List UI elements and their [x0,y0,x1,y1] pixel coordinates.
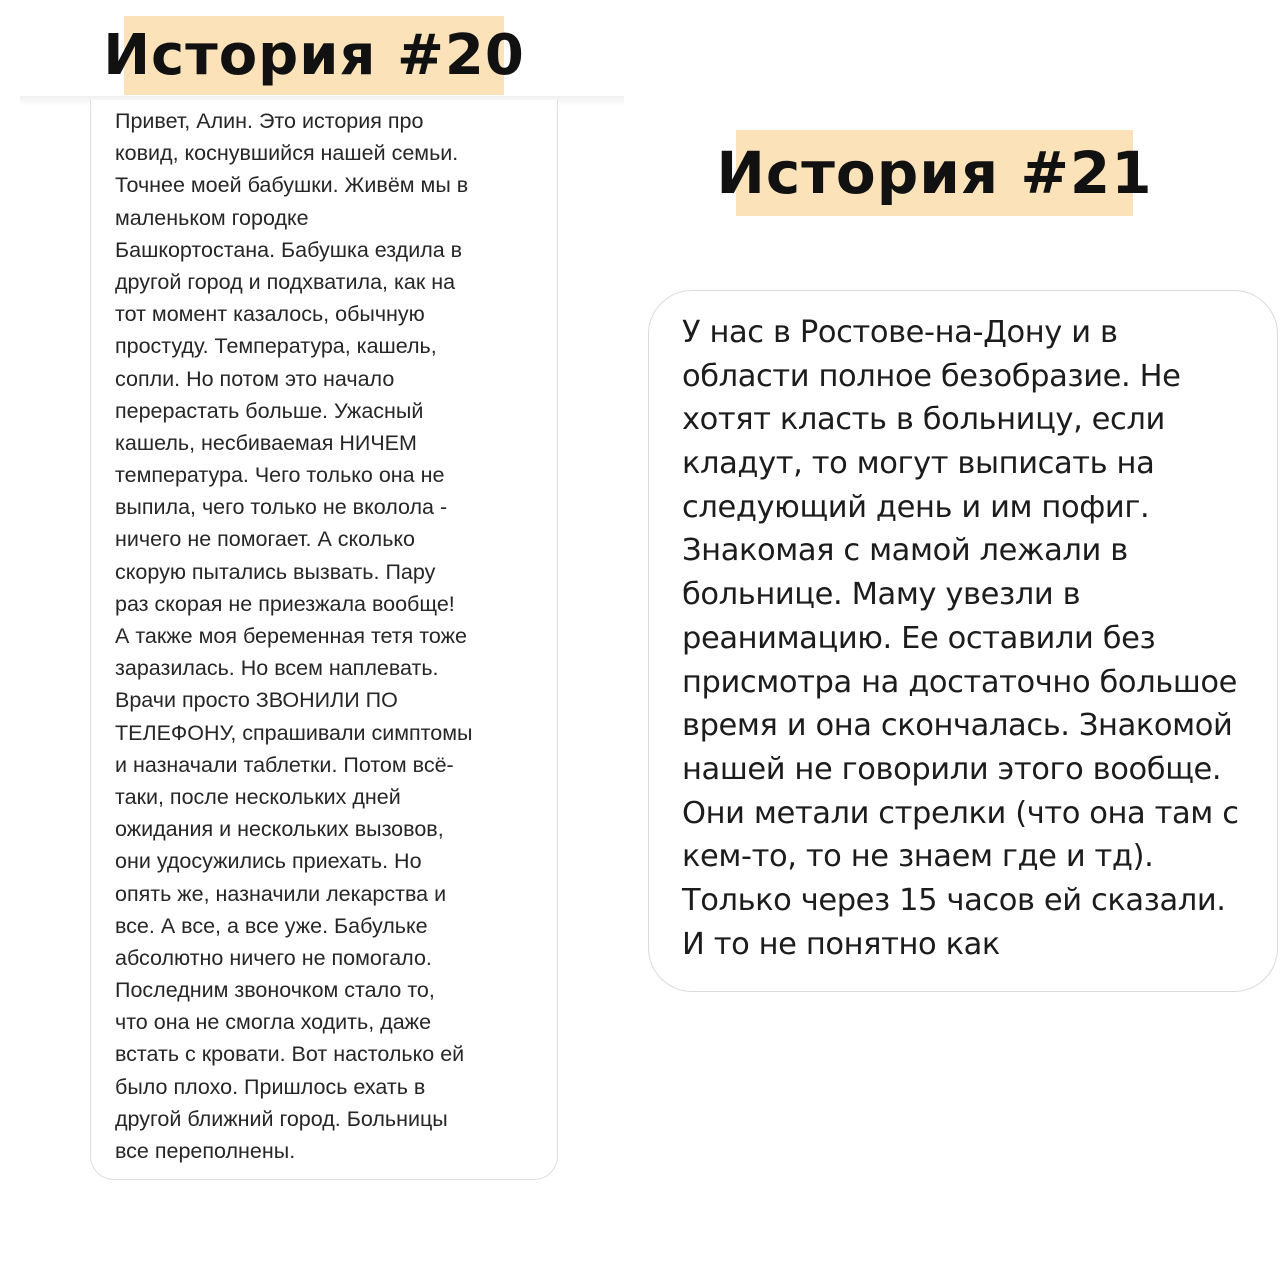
text-line: Последним звоночком стало то, [115,978,435,1003]
text-line: кладут, то могут выписать на [682,446,1155,482]
story-21-title: История #21 [736,130,1133,216]
text-line: Только через 15 часов ей сказали. [682,882,1226,918]
text-line: ничего не помогает. А сколько [115,527,416,552]
text-line: и назначали таблетки. Потом всё- [115,752,454,777]
text-line: встать с кровати. Вот настолько ей [115,1042,465,1067]
text-line: Они метали стрелки (что она там с [682,795,1239,831]
text-line: абсолютно ничего не помогало. [115,945,432,970]
text-line: простуду. Температура, кашель, [115,334,437,359]
text-line: Точнее моей бабушки. Живём мы в [115,173,469,198]
story-20-title: История #20 [124,16,504,95]
story-21-card [648,290,1278,992]
text-line: раз скорая не приезжала вообще! [115,591,455,616]
text-line: Привет, Алин. Это история про [115,109,424,133]
story-20-card [90,100,558,1180]
text-line: время и она скончалась. Знакомой [682,708,1233,744]
text-line: они удосужились приехать. Но [115,849,422,874]
text-line: таки, после нескольких дней [115,784,401,809]
text-line: ТЕЛЕФОНУ, спрашивали симптомы [115,720,473,745]
text-line: заразилась. Но всем наплевать. [115,656,439,681]
text-line: все. А все, а все уже. Бабульке [115,913,428,938]
text-line: опять же, назначили лекарства и [115,881,447,906]
text-line: температура. Чего только она не [115,463,445,488]
text-line: реанимацию. Ее оставили без [682,620,1156,656]
text-line: области полное безобразие. Не [682,358,1181,394]
text-line: что она не смогла ходить, даже [115,1010,432,1035]
text-line: скорую пытались вызвать. Пару [115,559,436,584]
text-line: сопли. Но потом это начало [115,366,395,391]
story-20-text [115,105,547,1167]
text-line: У нас в Ростове-на-Дону и в [682,315,1118,350]
text-line: Врачи просто ЗВОНИЛИ ПО [115,688,398,713]
text-line: А также моя беременная тетя тоже [115,624,467,648]
text-line: все переполнены. [115,1139,296,1163]
text-line: кашель, несбиваемая НИЧЕМ [115,430,417,455]
text-line: хотят класть в больницу, если [682,402,1165,438]
text-line: перерастать больше. Ужасный [115,398,424,423]
text-line: нашей не говорили этого вообще. [682,751,1222,787]
text-line: кем-то, то не знаем где и тд). [682,839,1154,875]
text-line: другой ближний город. Больницы [115,1106,448,1131]
text-line: следующий день и им пофиг. [682,489,1150,525]
text-line: ожидания и нескольких вызовов, [115,817,444,842]
text-line: маленьком городке [115,205,309,230]
text-line: присмотра на достаточно большое [682,664,1237,700]
text-line: Знакомая с мамой лежали в [682,533,1128,569]
text-line: выпила, чего только не вколола - [115,495,448,520]
text-line: тот момент казалось, обычную [115,302,425,327]
text-line: больнице. Маму увезли в [682,577,1081,613]
text-line: другой город и подхватила, как на [115,269,456,294]
text-line: ковид, коснувшийся нашей семьи. [115,141,459,166]
text-line: Башкортостана. Бабушка ездила в [115,237,463,262]
text-line: И то не понятно как [682,926,1000,962]
story-21-text [682,311,1267,966]
text-line: было плохо. Пришлось ехать в [115,1074,426,1099]
